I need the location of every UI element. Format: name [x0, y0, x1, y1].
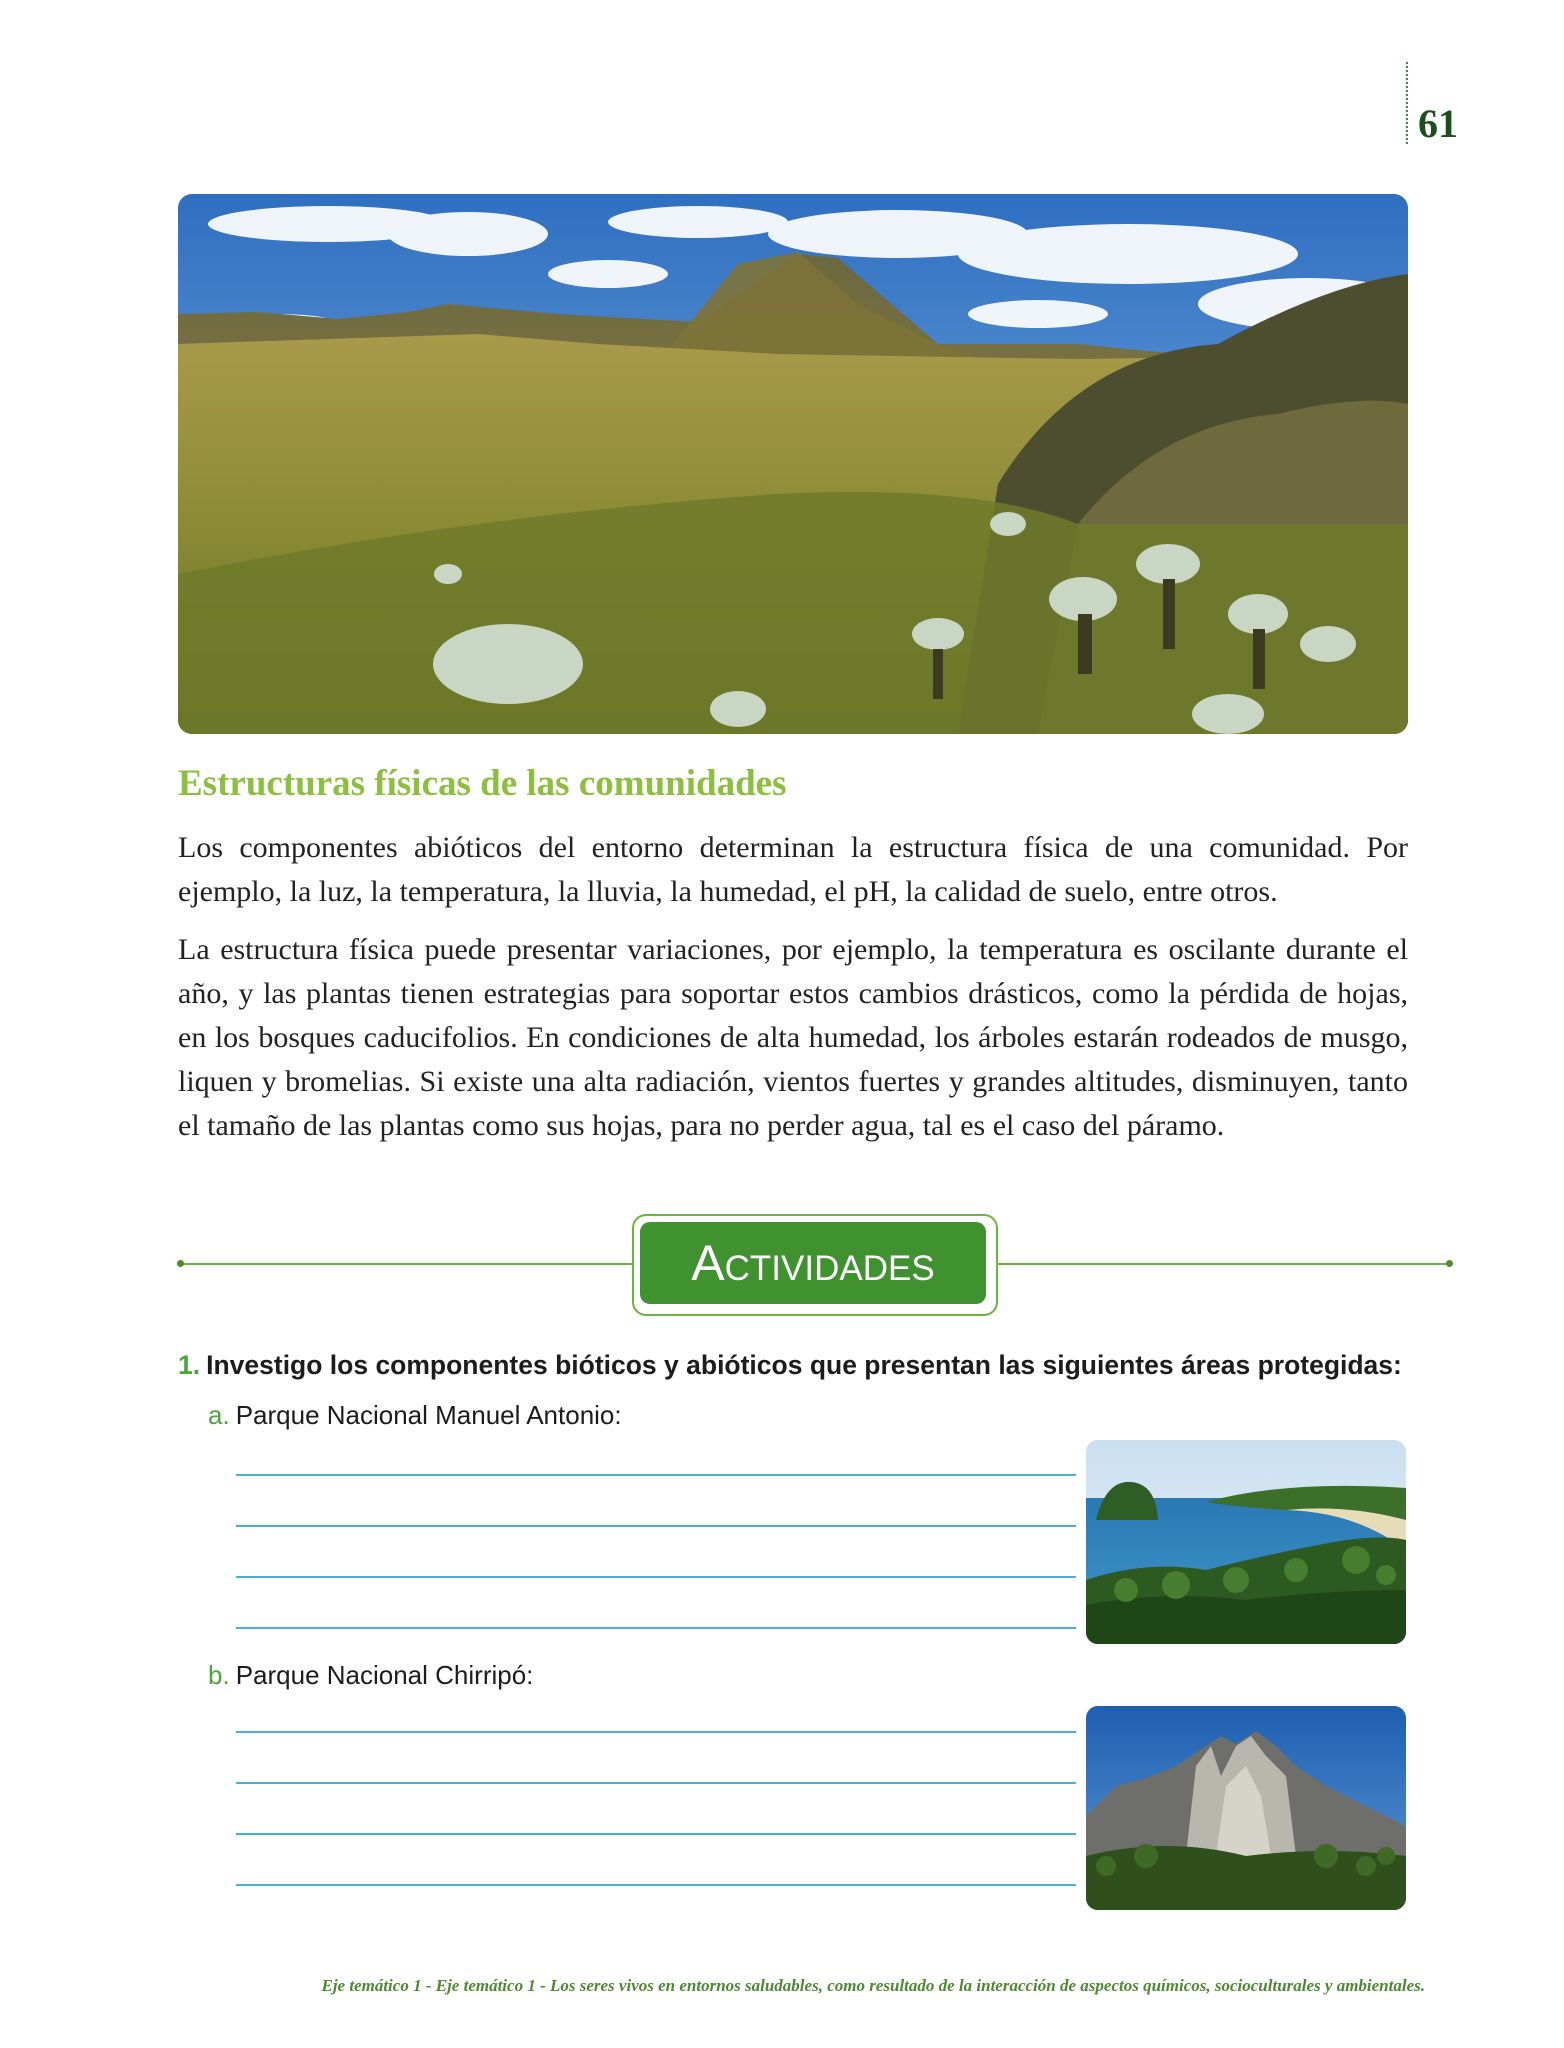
item-a-text: Parque Nacional Manuel Antonio: [235, 1400, 622, 1430]
answer-line-b3[interactable] [236, 1833, 1076, 1835]
footer-text: Eje temático 1 - Eje temático 1 - Los seres vivos en entornos saludables, como resultado de la interacción de aspectos químicos, socioculturales y ambientales. [321, 1976, 1425, 1995]
answer-line-b2[interactable] [236, 1782, 1076, 1784]
item-b-letter: b. [208, 1660, 230, 1690]
answer-line-a4[interactable] [236, 1627, 1076, 1629]
item-a-letter: a. [208, 1400, 230, 1430]
answer-line-a1[interactable] [236, 1474, 1076, 1476]
item-a [208, 1400, 622, 1431]
question-1 [178, 1350, 1402, 1381]
answer-line-a2[interactable] [236, 1525, 1076, 1527]
item-b-text: Parque Nacional Chirripó: [235, 1660, 534, 1690]
activities-banner [640, 1222, 986, 1304]
manuel-antonio-photo [1086, 1440, 1406, 1644]
activities-rule-left [180, 1263, 636, 1265]
rule-dot-right [1446, 1260, 1453, 1267]
hero-image-paramo [178, 194, 1408, 734]
question-text: Investigo los componentes bióticos y abióticos que presentan las siguientes áreas protegidas: [206, 1350, 1402, 1380]
answer-line-b1[interactable] [236, 1731, 1076, 1733]
item-b [208, 1660, 533, 1691]
paragraph-2: La estructura física puede presentar variaciones, por ejemplo, la temperatura es oscilante durante el año, y las plantas tienen estrategias para soportar estos cambios drásticos, como la pérdida de hojas, en los bosques caducifolios. En condiciones de alta humedad, los árboles estarán rodeados de musgo, liquen y bromelias. Si existe una alta radiación, vientos fuertes y grandes altitudes, disminuyen, tanto el tamaño de las plantas como sus hojas, para no perder agua, tal es el caso del páramo. [178, 933, 1408, 1142]
activities-rule-right [992, 1263, 1448, 1265]
page-number: 61 [1418, 101, 1458, 146]
chirripo-photo [1086, 1706, 1406, 1910]
section-title: Estructuras físicas de las comunidades [178, 763, 787, 804]
rule-dot-left [177, 1260, 184, 1267]
answer-line-a3[interactable] [236, 1576, 1076, 1578]
answer-line-b4[interactable] [236, 1884, 1076, 1886]
question-number: 1. [178, 1350, 201, 1380]
paragraph-1: Los componentes abióticos del entorno determinan la estructura física de una comunidad. Por ejemplo, la luz, la temperatura, la lluvia, la humedad, el pH, la calidad de suelo, entre otros. [178, 831, 1408, 908]
page-number-rule [1406, 62, 1408, 144]
activities-label: Actividades [691, 1235, 935, 1291]
